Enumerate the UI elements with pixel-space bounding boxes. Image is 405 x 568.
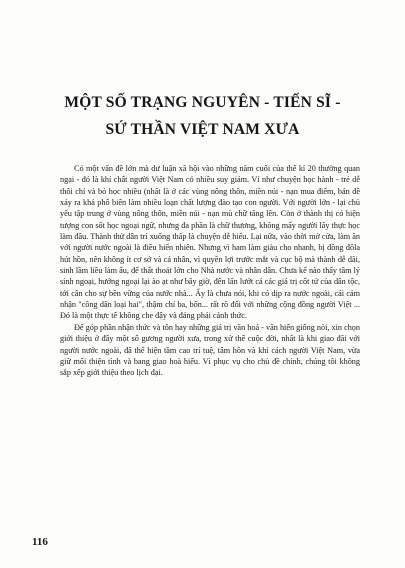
page-number: 116 [32,536,48,548]
chapter-title-line-2: SỨ THẦN VIỆT NAM XƯA [105,121,300,138]
body-text [60,163,360,379]
chapter-title-line-1: MỘT SỐ TRẠNG NGUYÊN - TIẾN SĨ - [64,94,341,111]
paragraph: Có một vấn đề lớn mà dư luận xã hội vào những năm cuối của thế kỉ 20 thường quan ngại - đó là khí chất người Việt Nam có nhiều suy giảm. Ví như chuyện học hành - trẻ dễ thôi chí và bỏ học nhiều (nhất là ở các vùng nông thôn, miền núi - nạn mua điểm, bán đề xảy ra khá phổ biến làm nhiều loạn chất lượng đào tạo con người. Với người lớn - lại chủ yếu tập trung ở vùng nông thôn, miền núi - nạn mù chữ tăng lên. Còn ở thành thị có hiện tượng con sốt học ngoại ngữ, nhưng đa phần là chữ thương, không mấy người lấy thực học làm đầu. Thành thử dân trí xuống thấp là chuyện dễ hiểu. Lại nữa, vào thời mở cửa, làm ăn với người nước ngoài là điều hiển nhiên. Nhưng vì ham làm giàu cho nhanh, bị đồng đôla hút hồn, nên không ít cơ sở và cá nhân, vì quyền lợi trước mắt và cục bộ mà thành dễ dãi, sinh lầm liều làm ẩu, để thất thoát lớn cho Nhà nước và nhân dân. Chưa kể nào thấy tâm lý sính ngoại, hướng ngoại lại ào ạt như bây giờ, đến lấn lướt cả các giá trị cốt tử của dân tộc, tới cần cho sự bền vững của nước nhà... Ấy là chưa nói, khi có dịp ra nước ngoài, cái cảm nhận "công dân loại hai", thậm chí ba, bốn... rất rõ đối với những cộng đồng người Việt ... Đó là một thực tế không che đậy và đáng phải cảnh thức. [60,164,360,321]
paragraph: Để góp phần nhận thức và tôn hay những giá trị văn hoá - văn hiến giống nòi, xin chọn giới thiệu ở đây một số gương người xưa, trong xử thế cuộc đời, nhất là khi giao đãi với người nước ngoài, đã thể hiện tầm cao trí tuệ, tâm hồn và khí cách người Việt Nam, vừa giữ mối thiện tình và bang giao hoà hiếu. Vì phục vụ cho chủ đề chính, chúng tôi không sắp xếp giới thiệu theo lịch đại. [60,322,360,378]
